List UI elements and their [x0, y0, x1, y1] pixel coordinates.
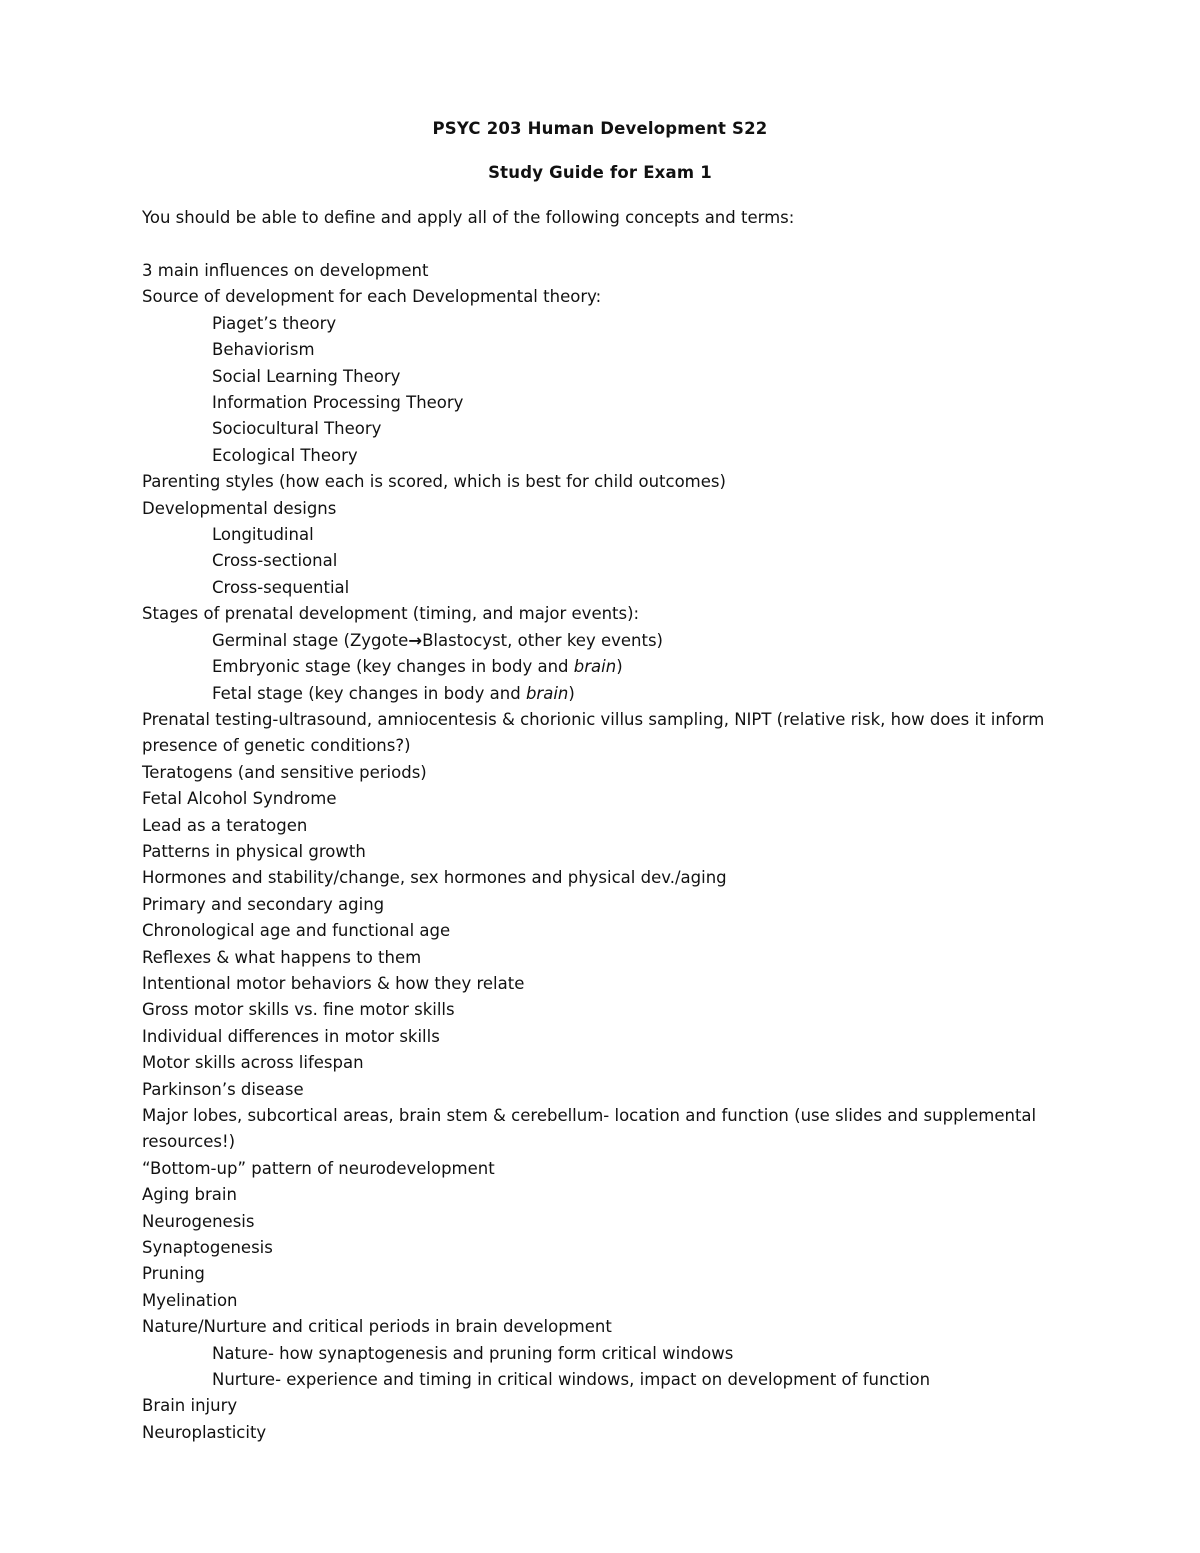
list-item: Developmental designs: [142, 498, 337, 518]
list-item: Stages of prenatal development (timing, and major events):: [142, 604, 640, 624]
list-subitem: [142, 681, 1062, 707]
list-item: Chronological age and functional age: [142, 921, 451, 941]
intro-text: You should be able to define and apply all of the following concepts and terms:: [142, 208, 795, 227]
list-subitem: Cross-sequential: [212, 577, 350, 597]
list-subitem: Nature- how synaptogenesis and pruning form critical windows: [212, 1343, 734, 1363]
list-item: Patterns in physical growth: [142, 841, 366, 861]
item-text: ): [568, 683, 575, 703]
list-item: Neuroplasticity: [142, 1422, 267, 1442]
list-item: Prenatal testing-ultrasound, amniocentesis & chorionic villus sampling, NIPT (relative risk, how does it inform presence of genetic conditions?): [142, 709, 1045, 756]
list-subitem: Sociocultural Theory: [212, 419, 382, 439]
list-subitem: Nurture- experience and timing in critical windows, impact on development of function: [212, 1370, 931, 1390]
list-subitem: Social Learning Theory: [212, 366, 401, 386]
list-item: Parkinson’s disease: [142, 1079, 304, 1099]
list-item: Reflexes & what happens to them: [142, 947, 422, 967]
list-item: Source of development for each Developmental theory:: [142, 287, 602, 307]
list-item: Major lobes, subcortical areas, brain stem & cerebellum- location and function (use slides and supplemental resources!): [142, 1106, 1037, 1152]
list-item: Synaptogenesis: [142, 1238, 273, 1258]
list-subitem: Ecological Theory: [212, 445, 358, 465]
list-subitem: Behaviorism: [212, 340, 315, 360]
list-item: Nature/Nurture and critical periods in brain development: [142, 1317, 612, 1337]
list-item: Myelination: [142, 1290, 238, 1310]
list-item: Individual differences in motor skills: [142, 1026, 440, 1046]
list-item: Lead as a teratogen: [142, 815, 308, 835]
item-text: ): [616, 657, 623, 677]
list-subitem: Piaget’s theory: [212, 313, 337, 333]
document-subtitle: Study Guide for Exam 1: [488, 163, 712, 182]
list-item: Fetal Alcohol Syndrome: [142, 789, 337, 809]
concept-list: [142, 258, 1062, 1446]
list-item: Teratogens (and sensitive periods): [142, 762, 427, 782]
list-item: 3 main influences on development: [142, 261, 429, 280]
emphasis-text: brain: [525, 683, 569, 703]
list-subitem: Cross-sectional: [212, 551, 338, 571]
list-subitem: Information Processing Theory: [212, 393, 464, 413]
list-item: Primary and secondary aging: [142, 894, 385, 914]
list-item: Motor skills across lifespan: [142, 1053, 364, 1073]
right-arrow-icon: →: [408, 630, 423, 650]
emphasis-text: brain: [573, 657, 617, 677]
list-item: Brain injury: [142, 1396, 238, 1416]
list-subitem: [142, 628, 1062, 654]
document-title: PSYC 203 Human Development S22: [432, 119, 768, 138]
list-subitem: [142, 654, 1062, 680]
list-item: Intentional motor behaviors & how they relate: [142, 973, 525, 993]
list-item: Parenting styles (how each is scored, which is best for child outcomes): [142, 472, 726, 492]
list-subitem: Longitudinal: [212, 525, 314, 545]
item-text: Germinal stage (Zygote: [212, 630, 409, 650]
list-item: Gross motor skills vs. fine motor skills: [142, 1000, 455, 1020]
item-text: Fetal stage (key changes in body and: [212, 683, 526, 703]
list-item: Hormones and stability/change, sex hormones and physical dev./aging: [142, 868, 727, 888]
item-text: Blastocyst, other key events): [422, 630, 663, 650]
list-item: Aging brain: [142, 1185, 237, 1205]
list-item: Pruning: [142, 1264, 205, 1284]
list-item: Neurogenesis: [142, 1211, 255, 1231]
item-text: Embryonic stage (key changes in body and: [212, 657, 574, 677]
list-item: “Bottom-up” pattern of neurodevelopment: [142, 1158, 495, 1178]
